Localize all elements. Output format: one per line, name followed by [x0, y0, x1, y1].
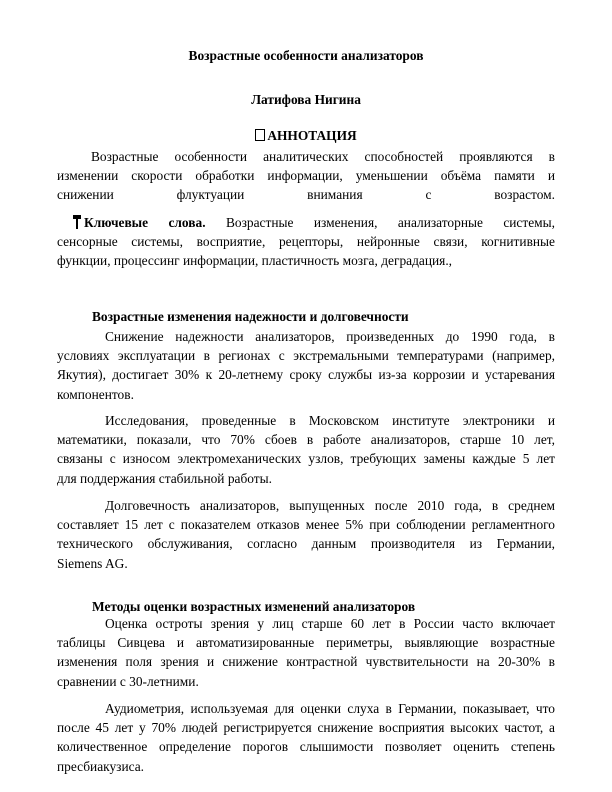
text-line: компонентов.: [57, 386, 134, 402]
text-line: Аудиометрия, используемая для оценки слуха в Германии, показывает, что: [105, 701, 555, 716]
text-line: изменении скорости обработки информации, уменьшении объёма памяти и: [57, 168, 555, 184]
text-line: Siemens AG.: [57, 555, 128, 571]
annotation-heading-text: АННОТАЦИЯ: [267, 128, 357, 143]
missing-glyph-icon: [255, 129, 265, 141]
keywords-label: Ключевые слова.: [84, 215, 206, 230]
paragraph: [57, 411, 555, 488]
text-line: количественное определение порогов слышимости позволяет оценить степень: [57, 739, 555, 755]
keywords-paragraph: [57, 213, 555, 271]
text-line: условиях эксплуатации в регионах с экстремальными температурами (например,: [57, 348, 555, 364]
text-line: Ключевые слова. Возрастные изменения, анализаторные системы,: [57, 213, 555, 232]
text-line: Оценка остроты зрения у лиц старше 60 лет в России часто включает: [105, 616, 555, 631]
text-line: Возрастные особенности аналитических способностей проявляются в: [91, 149, 555, 164]
text-line: сенсорные системы, восприятие, рецепторы, нейронные связи, когнитивные: [57, 234, 555, 250]
text-line: Якутия), достигает 30% к 20-летнему сроку службы из-за коррозии и устаревания: [57, 367, 555, 383]
text-line: пресбиакузиса.: [57, 758, 145, 774]
paragraph: [57, 614, 555, 691]
section-heading: Методы оценки возрастных изменений анализаторов: [92, 599, 416, 614]
text-line: изменения поля зрения и снижение контрастной чувствительности на 20-30% в: [57, 654, 555, 670]
author-name: Латифова Нигина: [251, 92, 361, 107]
text-line: Снижение надежности анализаторов, произведенных до 1990 года, в: [105, 329, 555, 344]
text-line: технического обслуживания, согласно данным производителя из Германии,: [57, 536, 555, 552]
annotation-paragraph: [57, 147, 555, 205]
text-line: математики, показали, что 70% сбоев в работе анализаторов, старше 10 лет,: [57, 432, 555, 448]
pin-icon: [73, 215, 81, 229]
text-line: для поддержания стабильной работы.: [57, 470, 272, 486]
text-line: Исследования, проведенные в Московском институте электроники и: [105, 413, 555, 428]
text-line: таблицы Сивцева и автоматизированные периметры, выявляющие возрастные: [57, 635, 555, 651]
section-heading: Возрастные изменения надежности и долговечности: [92, 309, 409, 324]
paragraph: [57, 699, 555, 776]
paragraph: [57, 496, 555, 573]
text-line: Долговечность анализаторов, выпущенных после 2010 года, в среднем: [105, 498, 555, 513]
text-line: после 45 лет у 70% людей регистрируется снижение восприятия высоких частот, а: [57, 720, 555, 736]
text-line: связаны с износом электромеханических узлов, требующих замены каждые 5 лет: [57, 451, 555, 467]
text-line: снижении флуктуации внимания с возрастом.: [57, 187, 555, 203]
text-line: сравнении с 30-летними.: [57, 673, 199, 689]
document-title: Возрастные особенности анализаторов: [188, 48, 424, 63]
paragraph: [57, 327, 555, 404]
annotation-heading: [0, 128, 612, 144]
text-line: функции, процессинг информации, пластичность мозга, деградация.,: [57, 253, 453, 269]
text-line: составляет 15 лет с показателем отказов менее 5% при соблюдении регламентного: [57, 517, 555, 533]
